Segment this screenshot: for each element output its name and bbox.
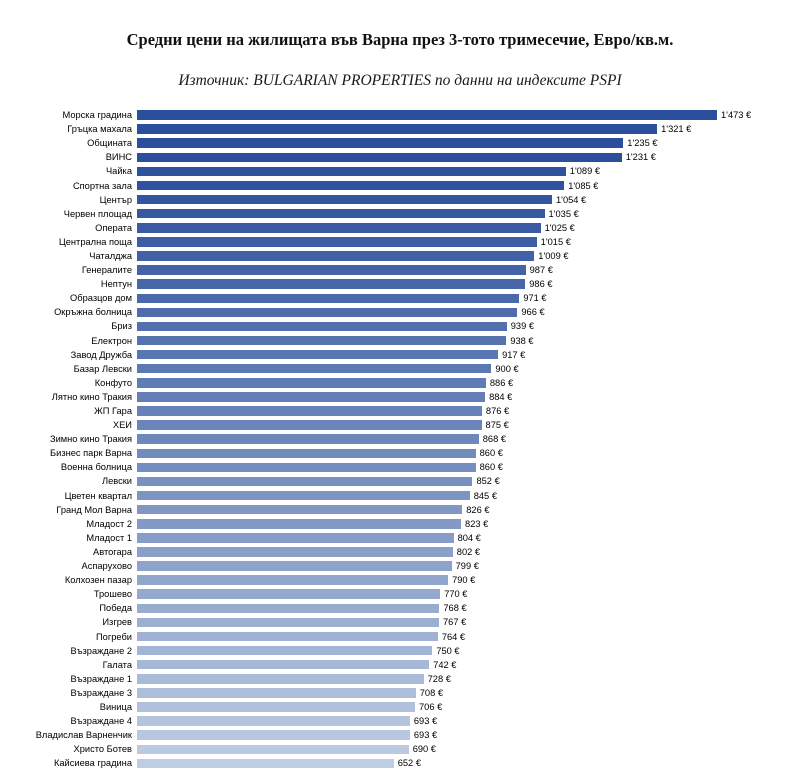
category-label: Автогара bbox=[93, 546, 132, 557]
value-label: 693 € bbox=[413, 716, 438, 727]
bar-row bbox=[0, 629, 800, 643]
bar bbox=[137, 364, 491, 374]
category-label: Зимно кино Тракия bbox=[49, 434, 132, 445]
bar bbox=[137, 730, 410, 740]
bar-row bbox=[0, 503, 800, 517]
value-label: 1'025 € bbox=[544, 222, 575, 233]
bar bbox=[137, 604, 439, 614]
bar-row bbox=[0, 432, 800, 446]
bar-row bbox=[0, 587, 800, 601]
bar-track bbox=[137, 376, 800, 390]
category-label: Чаталджа bbox=[89, 250, 132, 261]
bar bbox=[137, 463, 476, 473]
bar-row bbox=[0, 334, 800, 348]
value-label: 860 € bbox=[479, 448, 503, 459]
bar-track bbox=[137, 700, 800, 714]
value-label: 938 € bbox=[510, 335, 534, 346]
category-label: Галата bbox=[102, 659, 132, 670]
value-label: 966 € bbox=[521, 307, 545, 318]
category-label: Колхозен пазар bbox=[64, 575, 132, 586]
bar-row bbox=[0, 263, 800, 277]
value-label: 1'009 € bbox=[538, 250, 569, 261]
bar-track bbox=[137, 164, 800, 178]
value-label: 693 € bbox=[413, 730, 438, 741]
bar-row bbox=[0, 319, 800, 333]
bar bbox=[137, 265, 526, 275]
category-label: Трошево bbox=[93, 589, 132, 600]
bar bbox=[137, 237, 537, 247]
category-label: Образцов дом bbox=[70, 293, 132, 304]
value-label: 826 € bbox=[466, 504, 490, 515]
bar-track bbox=[137, 644, 800, 658]
bar-track bbox=[137, 658, 800, 672]
bar-track bbox=[137, 277, 800, 291]
bar-track bbox=[137, 263, 800, 277]
bar bbox=[137, 181, 564, 191]
category-label: Нептун bbox=[100, 279, 132, 290]
category-label: Спортна зала bbox=[72, 180, 132, 191]
bar-row bbox=[0, 291, 800, 305]
bar bbox=[137, 294, 519, 304]
bar bbox=[137, 589, 440, 599]
bar-track bbox=[137, 178, 800, 192]
category-label: Завод Дружба bbox=[70, 349, 132, 360]
bar bbox=[137, 575, 448, 585]
bar-track bbox=[137, 587, 800, 601]
category-label: Виница bbox=[99, 701, 132, 712]
bar-row bbox=[0, 207, 800, 221]
bar bbox=[137, 195, 552, 205]
bar-track bbox=[137, 362, 800, 376]
bar-plot-area bbox=[0, 108, 800, 770]
bar bbox=[137, 716, 410, 726]
bar-track bbox=[137, 742, 800, 756]
bar-track bbox=[137, 615, 800, 629]
bar bbox=[137, 110, 717, 120]
bar-row bbox=[0, 700, 800, 714]
value-label: 900 € bbox=[495, 363, 519, 374]
bar bbox=[137, 477, 472, 487]
category-label: ВИНС bbox=[105, 152, 132, 163]
bar-track bbox=[137, 531, 800, 545]
bar bbox=[137, 533, 454, 543]
category-label: Базар Левски bbox=[73, 363, 132, 374]
value-label: 876 € bbox=[485, 406, 510, 417]
category-label: Аспарухово bbox=[81, 561, 132, 572]
value-label: 728 € bbox=[427, 673, 451, 684]
bar bbox=[137, 561, 452, 571]
bar-track bbox=[137, 348, 800, 362]
category-label: Централна поща bbox=[58, 236, 132, 247]
value-label: 1'321 € bbox=[661, 124, 692, 135]
bar-track bbox=[137, 432, 800, 446]
value-label: 971 € bbox=[523, 293, 547, 304]
bar-row bbox=[0, 362, 800, 376]
bar-row bbox=[0, 573, 800, 587]
bar-row bbox=[0, 742, 800, 756]
bar-track bbox=[137, 629, 800, 643]
bar-track bbox=[137, 418, 800, 432]
bar-track bbox=[137, 489, 800, 503]
category-label: Лятно кино Тракия bbox=[51, 391, 132, 402]
value-label: 886 € bbox=[489, 377, 514, 388]
bar-row bbox=[0, 615, 800, 629]
bar-row bbox=[0, 601, 800, 615]
category-label: Военна болница bbox=[60, 462, 132, 473]
bar-row bbox=[0, 136, 800, 150]
bar-track bbox=[137, 756, 800, 770]
bar-row bbox=[0, 164, 800, 178]
bar bbox=[137, 209, 545, 219]
bar-row bbox=[0, 489, 800, 503]
value-label: 690 € bbox=[412, 744, 436, 755]
bar bbox=[137, 519, 461, 529]
category-label: Цветен квартал bbox=[64, 490, 132, 501]
bar bbox=[137, 251, 534, 261]
bar bbox=[137, 660, 429, 670]
bar-track bbox=[137, 207, 800, 221]
value-label: 742 € bbox=[433, 659, 457, 670]
bar-track bbox=[137, 446, 800, 460]
bar-row bbox=[0, 474, 800, 488]
category-label: Център bbox=[99, 194, 132, 205]
chart-header bbox=[0, 0, 800, 90]
category-label: Владислав Варненчик bbox=[35, 730, 132, 741]
category-label: Електрон bbox=[91, 335, 132, 346]
bar bbox=[137, 223, 541, 233]
value-label: 852 € bbox=[476, 476, 500, 487]
value-label: 1'089 € bbox=[569, 166, 601, 177]
value-label: 860 € bbox=[479, 462, 503, 473]
bar-row bbox=[0, 404, 800, 418]
bar-row bbox=[0, 658, 800, 672]
category-label: Възраждане 1 bbox=[70, 673, 132, 684]
value-label: 804 € bbox=[457, 532, 481, 543]
value-label: 1'473 € bbox=[721, 110, 752, 121]
bar-track bbox=[137, 108, 800, 122]
bar bbox=[137, 420, 482, 430]
category-label: Операта bbox=[95, 222, 132, 233]
value-label: 750 € bbox=[436, 645, 460, 656]
bar-track bbox=[137, 474, 800, 488]
value-label: 939 € bbox=[510, 321, 534, 332]
bar-track bbox=[137, 714, 800, 728]
bar bbox=[137, 350, 498, 360]
bar-track bbox=[137, 305, 800, 319]
value-label: 1'054 € bbox=[556, 194, 587, 205]
value-label: 986 € bbox=[529, 279, 553, 290]
bar-track bbox=[137, 503, 800, 517]
bar-track bbox=[137, 390, 800, 404]
category-label: Бизнес парк Варна bbox=[50, 448, 132, 459]
bar-row bbox=[0, 672, 800, 686]
bar-track bbox=[137, 221, 800, 235]
bar-track bbox=[137, 150, 800, 164]
bar bbox=[137, 547, 453, 557]
bar-track bbox=[137, 136, 800, 150]
bar bbox=[137, 491, 470, 501]
bar-row bbox=[0, 390, 800, 404]
bar-row bbox=[0, 517, 800, 531]
category-label: Червен площад bbox=[63, 208, 132, 219]
bar bbox=[137, 153, 622, 163]
bar-row bbox=[0, 150, 800, 164]
bar bbox=[137, 745, 409, 755]
category-label: Чайка bbox=[105, 166, 132, 177]
bar bbox=[137, 392, 485, 402]
bar-row bbox=[0, 728, 800, 742]
bar-track bbox=[137, 319, 800, 333]
bar bbox=[137, 167, 566, 177]
bar-row bbox=[0, 178, 800, 192]
value-label: 706 € bbox=[418, 701, 443, 712]
category-label: Възраждане 2 bbox=[70, 645, 132, 656]
bar bbox=[137, 702, 415, 712]
category-label: Кайсиева градина bbox=[53, 758, 132, 769]
category-label: Победа bbox=[99, 603, 132, 614]
category-label: ЖП Гара bbox=[94, 406, 132, 417]
bar bbox=[137, 322, 507, 332]
value-label: 823 € bbox=[465, 518, 489, 529]
bar bbox=[137, 646, 432, 656]
category-label: Христо Ботев bbox=[73, 744, 132, 755]
category-label: Изгрев bbox=[102, 617, 132, 628]
value-label: 875 € bbox=[485, 420, 509, 431]
bar-row bbox=[0, 545, 800, 559]
chart-subtitle: Източник: BULGARIAN PROPERTIES по данни на индексите PSPI bbox=[178, 72, 622, 89]
bar-track bbox=[137, 334, 800, 348]
value-label: 1'035 € bbox=[548, 208, 579, 219]
bar-row bbox=[0, 376, 800, 390]
value-label: 790 € bbox=[452, 575, 476, 586]
bar-row bbox=[0, 305, 800, 319]
value-label: 767 € bbox=[443, 617, 467, 628]
value-label: 884 € bbox=[489, 391, 513, 402]
value-label: 764 € bbox=[441, 631, 466, 642]
bar-row bbox=[0, 714, 800, 728]
value-label: 1'015 € bbox=[540, 236, 571, 247]
value-label: 652 € bbox=[397, 758, 421, 769]
bar bbox=[137, 434, 479, 444]
bar-row bbox=[0, 277, 800, 291]
bar bbox=[137, 138, 623, 148]
bar bbox=[137, 449, 476, 459]
value-label: 987 € bbox=[529, 265, 553, 276]
value-label: 799 € bbox=[455, 561, 479, 572]
value-label: 1'231 € bbox=[625, 152, 656, 163]
bar-row bbox=[0, 108, 800, 122]
bar bbox=[137, 674, 424, 684]
category-label: Общината bbox=[87, 138, 132, 149]
bar bbox=[137, 378, 486, 388]
category-label: Възраждане 4 bbox=[70, 716, 132, 727]
category-label: Гранд Мол Варна bbox=[56, 504, 132, 515]
bar bbox=[137, 308, 517, 318]
value-label: 1'085 € bbox=[568, 180, 599, 191]
bar-track bbox=[137, 517, 800, 531]
bar-track bbox=[137, 559, 800, 573]
bar bbox=[137, 279, 525, 289]
bar bbox=[137, 336, 506, 346]
value-label: 768 € bbox=[443, 603, 467, 614]
bar bbox=[137, 505, 462, 515]
bar-row bbox=[0, 193, 800, 207]
bar-row bbox=[0, 460, 800, 474]
bar-row bbox=[0, 446, 800, 460]
value-label: 1'235 € bbox=[627, 138, 658, 149]
category-label: ХЕИ bbox=[112, 420, 132, 431]
bar-track bbox=[137, 404, 800, 418]
bar-track bbox=[137, 235, 800, 249]
bar-track bbox=[137, 460, 800, 474]
category-label: Конфуто bbox=[94, 377, 132, 388]
bar-track bbox=[137, 193, 800, 207]
bar-row bbox=[0, 559, 800, 573]
category-label: Окръжна болница bbox=[54, 307, 132, 318]
category-label: Левски bbox=[101, 476, 132, 487]
bar-track bbox=[137, 545, 800, 559]
bar bbox=[137, 124, 657, 134]
bar-row bbox=[0, 249, 800, 263]
category-label: Бриз bbox=[111, 321, 132, 332]
bar-row bbox=[0, 644, 800, 658]
bar bbox=[137, 632, 438, 642]
bar-row bbox=[0, 235, 800, 249]
bar-row bbox=[0, 122, 800, 136]
bar bbox=[137, 618, 439, 628]
category-label: Генералите bbox=[81, 265, 132, 276]
bar-row bbox=[0, 418, 800, 432]
bar-track bbox=[137, 601, 800, 615]
bar-row bbox=[0, 531, 800, 545]
category-label: Погреби bbox=[96, 631, 132, 642]
bar-track bbox=[137, 291, 800, 305]
bar-track bbox=[137, 249, 800, 263]
bar-row bbox=[0, 756, 800, 770]
value-label: 802 € bbox=[456, 546, 481, 557]
category-label: Младост 1 bbox=[86, 532, 132, 543]
bar-track bbox=[137, 728, 800, 742]
value-label: 770 € bbox=[444, 589, 468, 600]
value-label: 917 € bbox=[502, 349, 526, 360]
category-label: Младост 2 bbox=[86, 518, 132, 529]
chart-title: Средни цени на жилищата във Варна през 3-тото тримесечие, Евро/кв.м. bbox=[126, 30, 674, 49]
bar-row bbox=[0, 221, 800, 235]
category-label: Гръцка махала bbox=[67, 124, 132, 135]
bar-track bbox=[137, 122, 800, 136]
bar-row bbox=[0, 348, 800, 362]
category-label: Възраждане 3 bbox=[70, 687, 132, 698]
category-label: Морска градина bbox=[62, 110, 132, 121]
value-label: 845 € bbox=[473, 490, 497, 501]
bar-track bbox=[137, 672, 800, 686]
value-label: 868 € bbox=[482, 434, 507, 445]
bar bbox=[137, 406, 482, 416]
value-label: 708 € bbox=[419, 687, 444, 698]
bar-track bbox=[137, 573, 800, 587]
bar bbox=[137, 759, 394, 769]
